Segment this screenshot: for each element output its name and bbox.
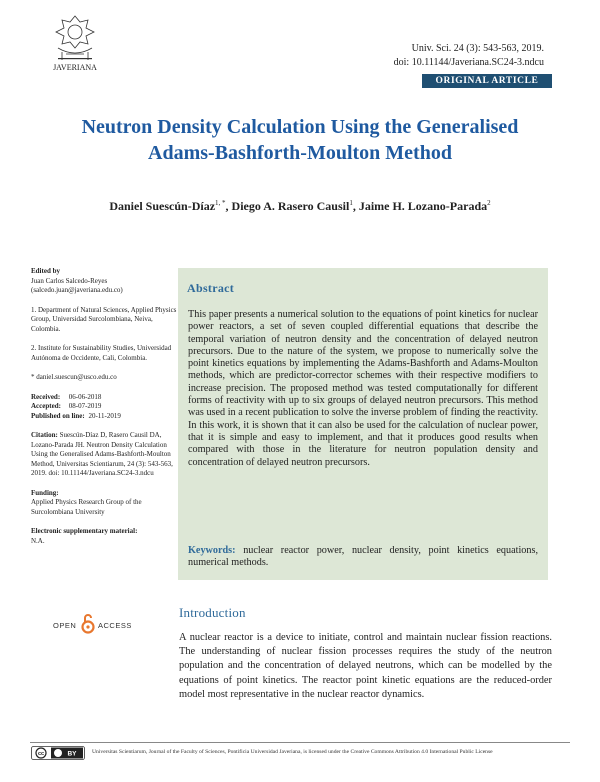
author-affil: 1 <box>349 199 353 207</box>
corresponding-email <box>31 373 181 383</box>
author-name: Daniel Suescún-Díaz <box>109 199 216 213</box>
creative-commons-icon[interactable] <box>31 746 85 760</box>
funding-label: Funding: <box>31 488 59 497</box>
accepted-row <box>31 402 181 412</box>
corresponding-email-text[interactable]: * daniel.suescun@usco.edu.co <box>31 373 117 381</box>
edited-by-label: Edited by <box>31 267 60 275</box>
affiliation-1 <box>31 306 181 335</box>
affiliation-2 <box>31 344 181 363</box>
open-access-right: ACCESS <box>98 621 132 630</box>
logo-text: JAVERIANA <box>53 63 97 72</box>
paper-title <box>40 114 560 166</box>
citation-block <box>31 431 181 479</box>
author-name: Diego A. Rasero Causil <box>231 199 350 213</box>
editor-name: Juan Carlos Salcedo-Reyes <box>31 276 108 285</box>
funding-block <box>31 489 181 518</box>
affiliation-2-text: 2. Institute for Sustainability Studies, Universidad Autónoma de Occidente, Cali, Colombia. <box>31 344 172 362</box>
funding-text: Applied Physics Research Group of the Surcolombiana University <box>31 498 142 516</box>
abstract-heading: Abstract <box>187 281 235 295</box>
open-access-lock-icon <box>81 613 95 635</box>
abstract-text: This paper presents a numerical solution to the equations of point kinetics for nuclear power reactors, a set of seven coupled differential equations that describe the temporal variation of neutron density and the concentration of delayed neutron precursors. Due to the nature of the system, we propose to numerically solve the point kinetics equations by implementing the Adams-Bashforth and Adams-Moulton methods, which are predictor-corrector schemes with their respective modifiers to increase precision. The proposed method was tested computationally for different forms of reactivity with up to six groups of delayed neutron precursors. This method was used in a recent publication to solve the inverse problem of finding the reactivity. In this work, it is shown that it can also be used for the calculation of nuclear power, that it is simple and easy to implement, and that it produces good results when compared with those in the literature for neutron population density and concentration of delayed neutron precursors. <box>188 309 538 468</box>
title-line-2: Adams-Bashforth-Moulton Method <box>148 142 452 164</box>
author-affil: 1, * <box>215 199 226 207</box>
introduction-heading: Introduction <box>179 605 246 620</box>
author-affil: 2 <box>487 199 491 207</box>
introduction-text: A nuclear reactor is a device to initiate, control and maintain nuclear fission reactions. The understanding of nuclear fission processes requires the study of the neutron population and the concentration of delayed neutrons, which can be modelled by the equations of point kinetics. The reactor point kinetic equations are the reduced-order model most representative in the nuclear reactor dynamics. <box>179 632 552 700</box>
editor-email[interactable]: (salcedo.juan@javeriana.edu.co) <box>31 286 123 294</box>
published-date: 20-11-2019 <box>88 411 121 420</box>
keywords-label: Keywords: <box>188 545 236 556</box>
citation-body: Suescún-Díaz D, Rasero Causil DA, Lozano-Parada JH. Neutron Density Calculation Using the Generalised Adams-Bashforth-Moulton Method, Universitas Scientiarum, 24 (3): 543-563, 2019. doi: 10.11144/Javeriana.SC24-3.ndcu <box>31 431 173 477</box>
cc-license-label: BY <box>67 750 77 758</box>
received-row <box>31 393 181 403</box>
published-row <box>31 412 181 422</box>
citation-text <box>31 431 181 479</box>
accepted-date: 08-07-2019 <box>68 402 102 410</box>
supplementary-label: Electronic supplementary material: <box>31 527 138 535</box>
accepted-label: Accepted: <box>31 402 61 410</box>
author-name: Jaime H. Lozano-Parada <box>358 199 488 213</box>
title-line-1: Neutron Density Calculation Using the Generalised <box>81 116 519 138</box>
article-sidebar <box>31 267 181 556</box>
university-crest-icon <box>44 12 106 76</box>
open-access-left: OPEN <box>53 621 77 630</box>
author-list: Daniel Suescún-Díaz$^{1, *}$, Diego A. Rasero Causil$^1$, Jaime H. Lozano-Parada$^2$ <box>109 199 491 213</box>
journal-citation: Univ. Sci. 24 (3): 543-563, 2019. <box>411 43 544 54</box>
citation-label: Citation: <box>31 431 58 439</box>
published-label: Published on line: <box>31 411 85 420</box>
received-label: Received: <box>31 392 61 401</box>
article-type-banner: ORIGINAL ARTICLE <box>422 74 552 88</box>
footer-license-text: Universitas Scientiarum, Journal of the Faculty of Sciences, Pontificia Universidad Javeriana, is licensed under the Creative Commons Attribution 4.0 International Public License <box>92 749 493 755</box>
keywords <box>188 545 538 570</box>
journal-info <box>394 42 544 70</box>
editor-block <box>31 267 181 296</box>
supplementary-text: N.A. <box>31 536 45 545</box>
svg-text:cc: cc <box>37 751 45 758</box>
open-access-badge <box>53 613 163 637</box>
received-date: 06-06-2018 <box>68 392 102 401</box>
supplementary-block <box>31 527 181 546</box>
keywords-text: nuclear reactor power, nuclear density, point kinetics equations, numerical methods. <box>188 545 538 569</box>
journal-doi[interactable]: doi: 10.11144/Javeriana.SC24-3.ndcu <box>393 57 544 68</box>
dates-block <box>31 393 181 422</box>
affiliation-1-text: 1. Department of Natural Sciences, Applied Physics Group, Universidad Surcolombiana, Neiva, Colombia. <box>31 305 177 333</box>
footer-divider <box>30 742 570 743</box>
